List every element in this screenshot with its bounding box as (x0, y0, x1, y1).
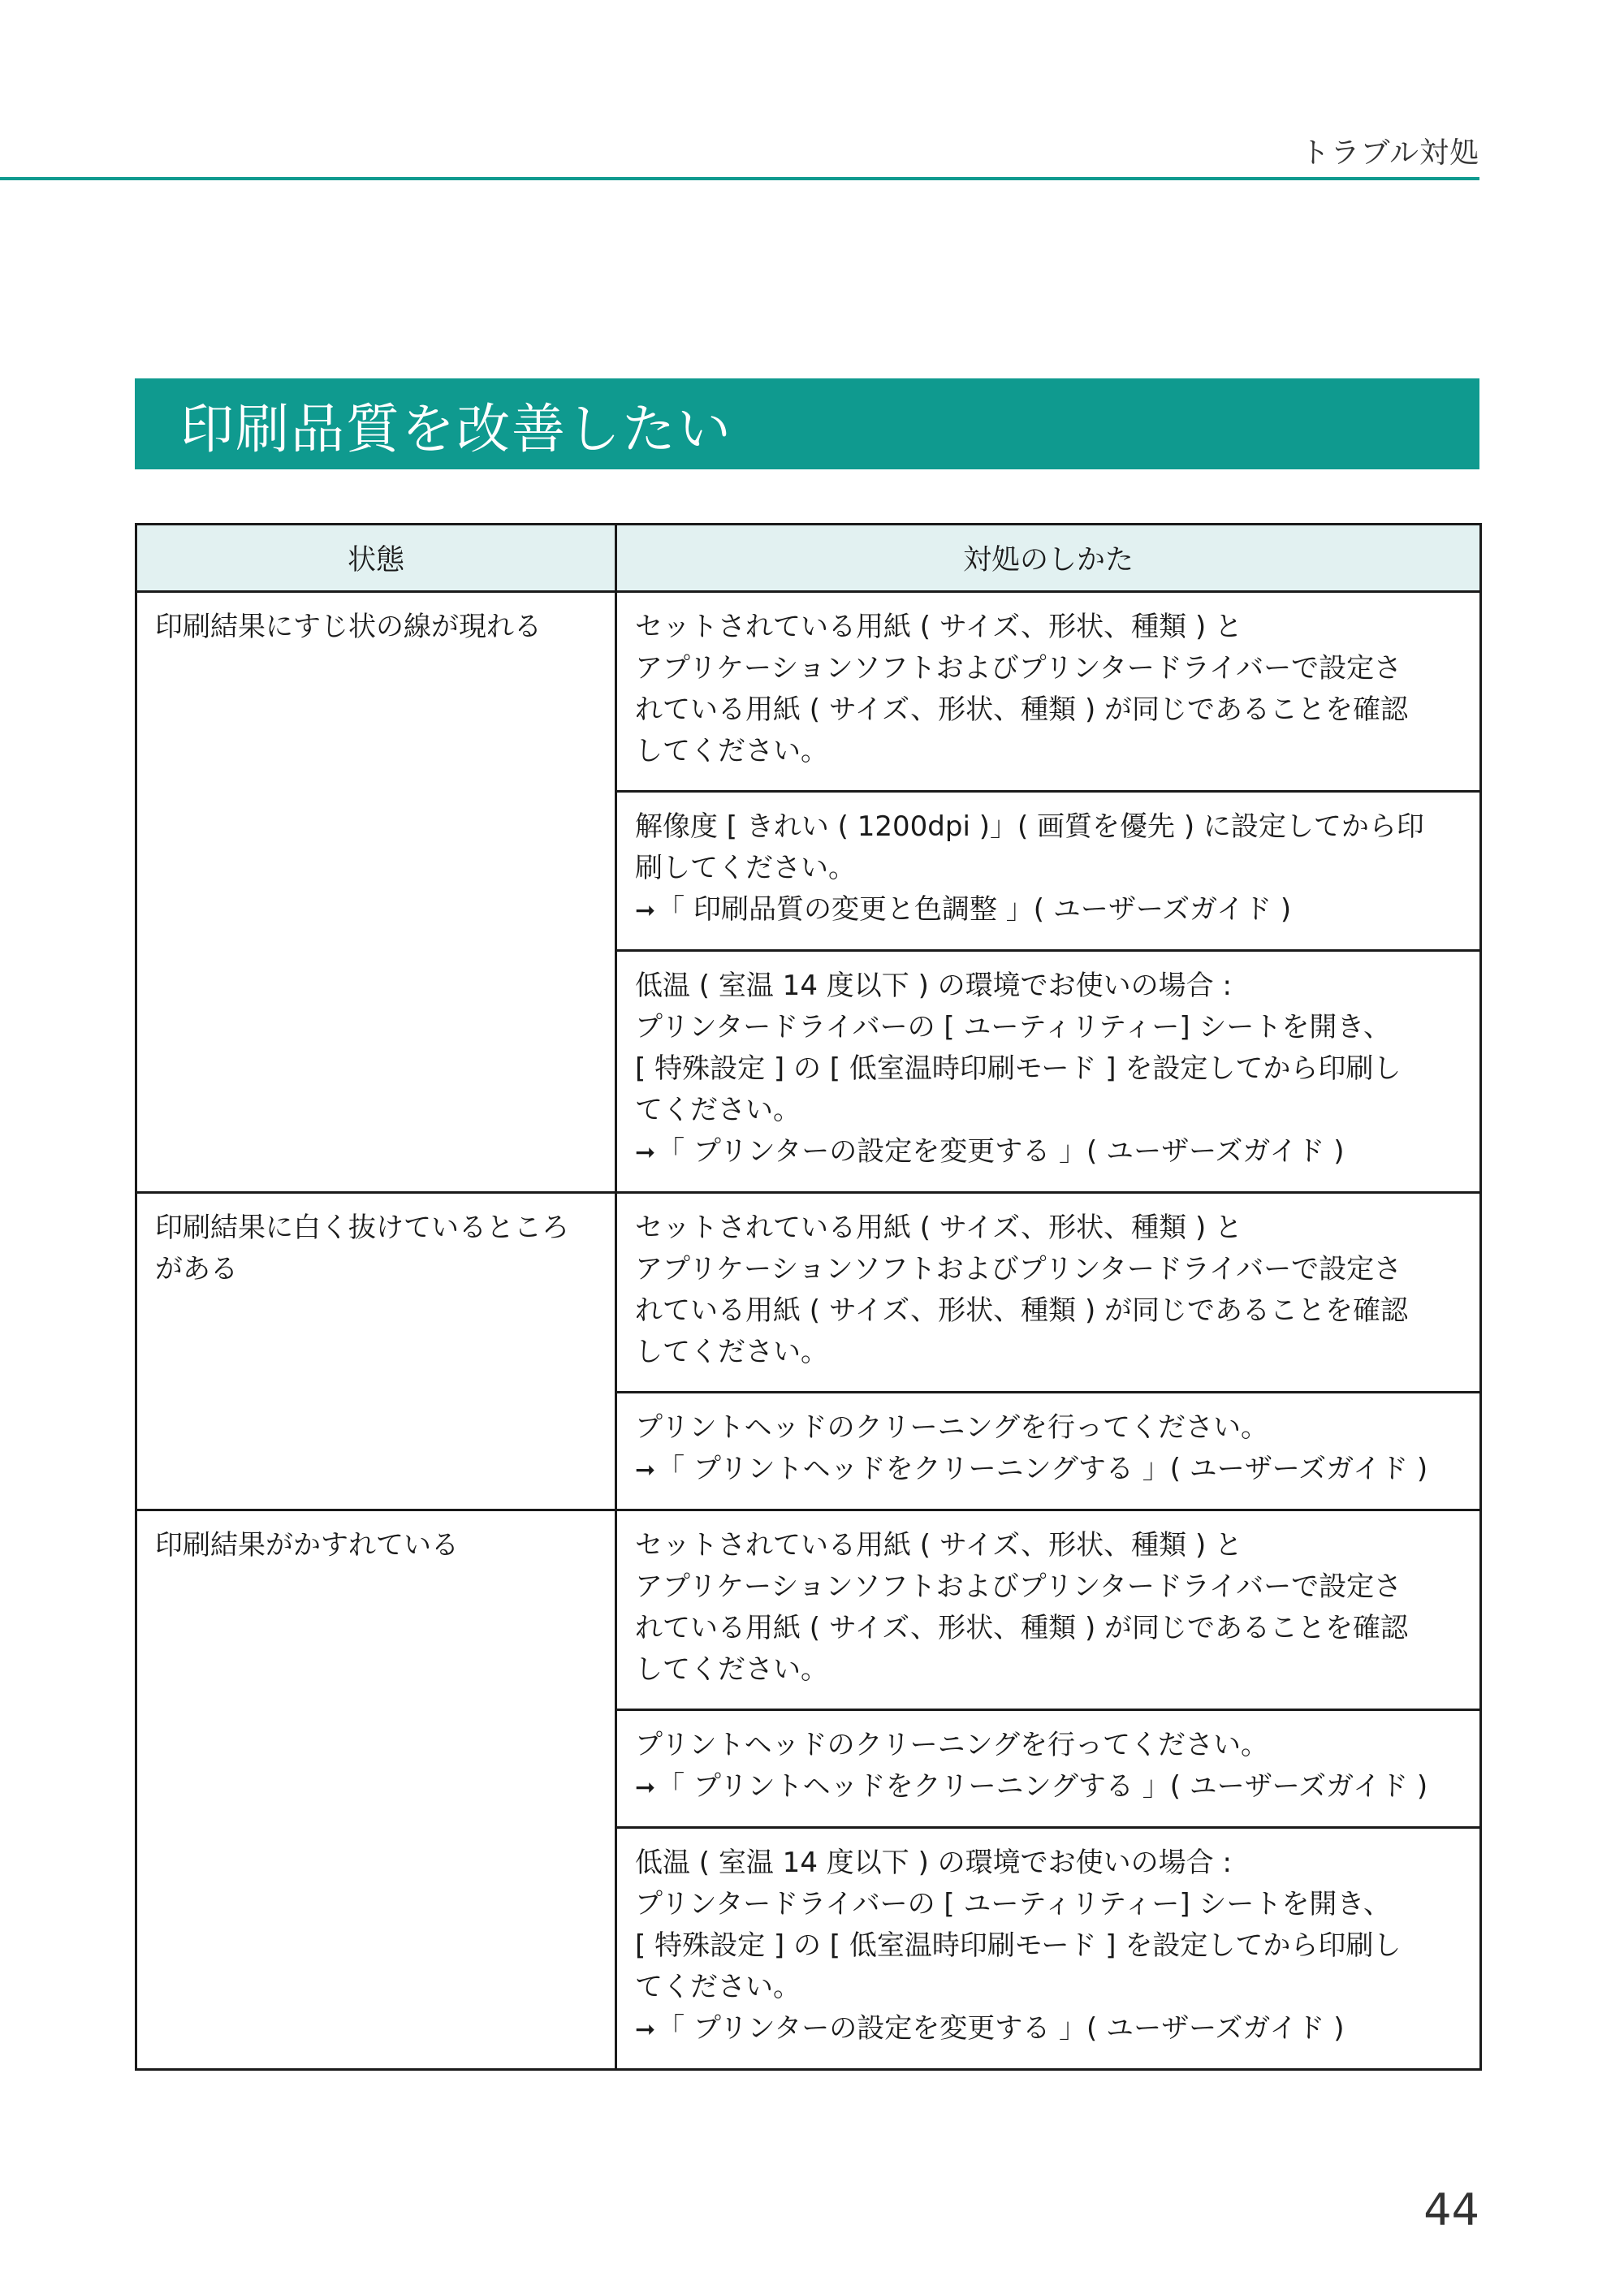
remedy-line: 低温 ( 室温 14 度以下 ) の環境でお使いの場合 : (635, 970, 1232, 1002)
cross-reference (635, 889, 1463, 931)
page-number: 44 (1423, 2184, 1479, 2236)
remedy-line: セットされている用紙 ( サイズ、形状、種類 ) と (635, 611, 1243, 643)
remedy-line: れている用紙 ( サイズ、形状、種類 ) が同じであることを確認 (635, 1612, 1409, 1644)
remedy-cell (616, 1193, 1481, 1393)
remedy-line: れている用紙 ( サイズ、形状、種類 ) が同じであることを確認 (635, 1294, 1409, 1327)
condition-cell (136, 1510, 616, 2070)
cross-reference (635, 2008, 1463, 2050)
page-title: 印刷品質を改善したい (180, 397, 732, 460)
remedy-line: れている用紙 ( サイズ、形状、種類 ) が同じであることを確認 (635, 693, 1409, 726)
condition-cell (136, 1193, 616, 1510)
column-header-condition: 状態 (136, 525, 616, 592)
cross-reference (635, 1131, 1463, 1173)
cross-reference (635, 1766, 1463, 1808)
remedy-line: セットされている用紙 ( サイズ、形状、種類 ) と (635, 1529, 1243, 1562)
remedy-line: アプリケーションソフトおよびプリンタードライバーで設定さ (635, 1570, 1402, 1603)
remedy-line: してください。 (635, 1653, 828, 1686)
condition-cell (136, 592, 616, 1193)
cross-reference-text: 「 印刷品質の変更と色調整 」( ユーザーズガイド ) (657, 893, 1292, 926)
remedy-cell (616, 1393, 1481, 1510)
remedy-cell (616, 1510, 1481, 1710)
remedy-cell (616, 1710, 1481, 1828)
remedy-cell (616, 951, 1481, 1193)
remedy-cell (616, 592, 1481, 792)
cross-reference-text: 「 プリンターの設定を変更する 」( ユーザーズガイド ) (657, 1135, 1345, 1168)
arrow-right-icon: ➞ (635, 1456, 656, 1484)
remedy-line: 解像度 [ きれい ( 1200dpi )」( 画質を優先 ) に設定してから印 (635, 810, 1424, 843)
arrow-right-icon: ➞ (635, 1773, 656, 1802)
title-band (135, 378, 1479, 469)
arrow-right-icon: ➞ (635, 896, 656, 925)
table-row (136, 1193, 1481, 1393)
remedy-line: してください。 (635, 1336, 828, 1368)
remedy-line: アプリケーションソフトおよびプリンタードライバーで設定さ (635, 1253, 1402, 1285)
cross-reference-text: 「 プリントヘッドをクリーニングする 」( ユーザーズガイド ) (657, 1453, 1428, 1485)
remedy-line: 刷してください。 (635, 852, 856, 884)
remedy-line: プリントヘッドのクリーニングを行ってください。 (635, 1411, 1268, 1444)
condition-text: 印刷結果がかすれている (155, 1529, 459, 1562)
remedy-line: プリンタードライバーの [ ユーティリティー] シートを開き、 (635, 1011, 1392, 1043)
condition-text: 印刷結果に白く抜けているところ (155, 1212, 569, 1244)
troubleshooting-table (135, 523, 1482, 2071)
running-header: トラブル対処 (1300, 136, 1479, 170)
table-row (136, 592, 1481, 792)
column-header-remedy: 対処のしかた (616, 525, 1481, 592)
cross-reference-text: 「 プリントヘッドをクリーニングする 」( ユーザーズガイド ) (657, 1770, 1428, 1803)
remedy-cell (616, 792, 1481, 951)
cross-reference-text: 「 プリンターの設定を変更する 」( ユーザーズガイド ) (657, 2012, 1345, 2045)
remedy-cell (616, 1828, 1481, 2070)
remedy-line: アプリケーションソフトおよびプリンタードライバーで設定さ (635, 652, 1402, 685)
remedy-line: プリンタードライバーの [ ユーティリティー] シートを開き、 (635, 1888, 1392, 1920)
remedy-line: [ 特殊設定 ] の [ 低室温時印刷モード ] を設定してから印刷し (635, 1929, 1402, 1962)
header-rule (0, 177, 1479, 180)
remedy-line: プリントヘッドのクリーニングを行ってください。 (635, 1729, 1268, 1761)
condition-text: がある (155, 1253, 238, 1285)
remedy-line: てください。 (635, 1094, 801, 1126)
remedy-line: てください。 (635, 1971, 801, 2003)
arrow-right-icon: ➞ (635, 2015, 656, 2044)
arrow-right-icon: ➞ (635, 1138, 656, 1167)
remedy-line: [ 特殊設定 ] の [ 低室温時印刷モード ] を設定してから印刷し (635, 1052, 1402, 1085)
remedy-line: 低温 ( 室温 14 度以下 ) の環境でお使いの場合 : (635, 1847, 1232, 1879)
condition-text: 印刷結果にすじ状の線が現れる (155, 611, 542, 643)
table-header-row (136, 525, 1481, 592)
remedy-line: してください。 (635, 735, 828, 767)
cross-reference (635, 1449, 1463, 1491)
table-row (136, 1510, 1481, 1710)
remedy-line: セットされている用紙 ( サイズ、形状、種類 ) と (635, 1212, 1243, 1244)
